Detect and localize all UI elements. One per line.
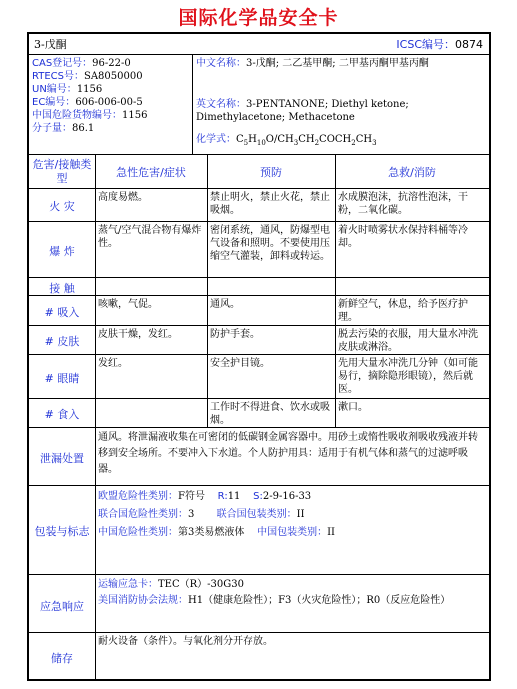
row-label-packaging: 包装与标志 — [34, 525, 90, 538]
row-label-spill: 泄漏处置 — [40, 452, 84, 465]
transport-emergency-card: 运输应急卡：TEC（R）-30G30 — [98, 579, 244, 590]
icsc-value: 0874 — [455, 38, 483, 51]
fire-prevention: 禁止明火，禁止火花，禁止吸烟。 — [210, 192, 330, 216]
fire-aid: 水成膜泡沫，抗溶性泡沫，干粉，二氧化碳。 — [338, 192, 468, 216]
header-hazard-type: 危害/接触类型 — [32, 158, 92, 185]
inhale-aid: 新鲜空气，休息，给予医疗护理。 — [338, 299, 468, 323]
row-label-skin: # 皮肤 — [44, 335, 80, 348]
inhale-prevention: 通风。 — [210, 299, 240, 310]
packaging-info — [98, 488, 486, 542]
explosion-hazard: 蒸气/空气混合物有爆炸性。 — [98, 225, 202, 249]
eyes-hazard: 发红。 — [98, 358, 128, 369]
chinese-name: 中文名称：3-戊酮; 二乙基甲酮; 二甲基丙酮甲基丙酮 — [196, 58, 429, 69]
china-dangerous-goods-number: 中国危险货物编号：1156 — [32, 110, 148, 121]
storage-text: 耐火设备（条件）。与氧化剂分开存放。 — [98, 636, 273, 647]
eyes-prevention: 安全护目镜。 — [210, 358, 270, 369]
emergency-info — [98, 577, 486, 609]
row-label-eyes: # 眼睛 — [44, 372, 80, 385]
row-label-explosion: 爆 炸 — [49, 245, 75, 258]
inhale-hazard: 咳嗽，气促。 — [98, 299, 158, 310]
safety-card — [27, 32, 491, 681]
skin-aid: 脱去污染的衣服，用大量水冲洗皮肤或淋浴。 — [338, 329, 478, 353]
spill-text: 通风。将泄漏液收集在可密闭的低碳钢金属容器中。用砂土或惰性吸收剂吸收残液并转移到安全场所。不要冲入下水道。个人防护用具：适用于有机气体和蒸气的过滤呼吸器。 — [98, 432, 478, 475]
row-label-ingest: # 食入 — [44, 408, 80, 421]
header-acute-hazard: 急性危害/症状 — [116, 166, 186, 179]
explosion-prevention: 密闭系统，通风，防爆型电气设备和照明。不要使用压缩空气灌装，卸料或转运。 — [210, 225, 330, 262]
page-title: 国际化学品安全卡 — [178, 7, 339, 29]
header-first-aid: 急救/消防 — [388, 166, 436, 179]
identifiers — [32, 57, 147, 135]
nfpa-code: 美国消防协会法规：H1（健康危险性）；F3（火灾危险性）；R0（反应危险性） — [98, 595, 451, 606]
chemical-formula: 化学式：$C_5H_{10}O/CH_3CH_2COCH_2CH_3$ — [196, 134, 377, 147]
explosion-aid: 着火时喷雾状水保持料桶等冷却。 — [338, 225, 468, 249]
row-label-emergency: 应急响应 — [40, 600, 84, 613]
molecular-weight: 分子量：86.1 — [32, 123, 95, 134]
icsc-label: ICSC编号： — [396, 38, 455, 51]
eu-classification: 欧盟危险性类别：F符号 R:11 S:2-9-16-33 — [98, 491, 312, 502]
ingest-aid: 漱口。 — [338, 402, 368, 413]
un-number: UN编号：1156 — [32, 84, 103, 95]
eyes-aid: 先用大量水冲洗几分钟（如可能易行，摘除隐形眼镜），然后就医。 — [338, 358, 478, 395]
chemical-name: 3-戊酮 — [34, 38, 67, 51]
icsc-number — [396, 38, 483, 51]
china-classification: 中国危险性类别：第3类易燃液体 中国包装类别：II — [98, 527, 335, 538]
row-label-contact: 接 触 — [49, 282, 75, 295]
row-label-inhale: # 吸入 — [44, 306, 80, 319]
ec-number: EC编号：606-006-00-5 — [32, 97, 143, 108]
row-label-storage: 储存 — [51, 652, 73, 665]
rtecs-number: RTECS号：SA8050000 — [32, 71, 143, 82]
fire-hazard: 高度易燃。 — [98, 192, 148, 203]
row-label-fire: 火 灾 — [49, 200, 75, 213]
english-name: 英文名称：3-PENTANONE; Diethyl ketone; Dimethylacetone; Methacetone — [196, 99, 409, 123]
un-classification: 联合国危险性类别：3 联合国包装类别：II — [98, 509, 305, 520]
cas-number: CAS登记号：96-22-0 — [32, 58, 131, 69]
ingest-prevention: 工作时不得进食、饮水或吸烟。 — [210, 402, 330, 426]
header-prevention: 预防 — [260, 166, 282, 179]
skin-prevention: 防护手套。 — [210, 329, 260, 340]
skin-hazard: 皮肤干燥，发红。 — [98, 329, 178, 340]
